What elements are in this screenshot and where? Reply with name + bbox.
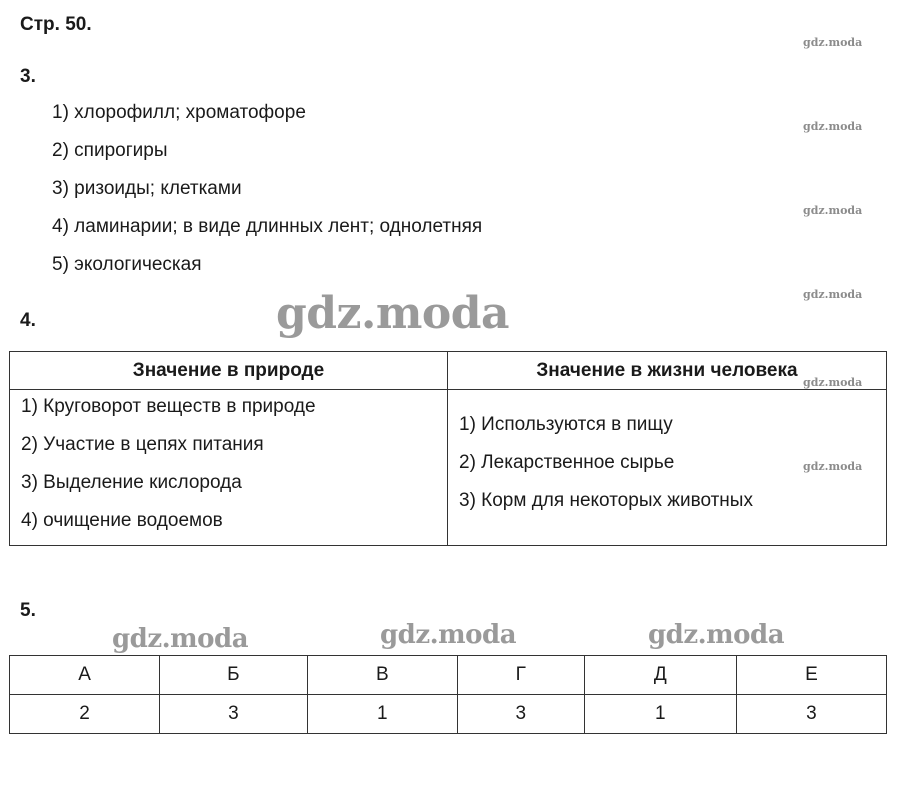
answer-cell: 3: [160, 695, 308, 734]
watermark: gdz.moda: [803, 288, 863, 301]
watermark-large: gdz.moda: [112, 624, 249, 654]
watermark: gdz.moda: [803, 36, 863, 49]
task4-number: 4.: [20, 310, 36, 331]
task3-item: 1) хлорофилл; хроматофоре: [52, 102, 306, 123]
task5-number: 5.: [20, 600, 36, 621]
watermark: gdz.moda: [803, 204, 863, 217]
table-header: Значение в жизни человека: [448, 352, 887, 390]
letter-cell: А: [10, 656, 160, 695]
answer-cell: 3: [736, 695, 886, 734]
watermark-large: gdz.moda: [276, 288, 510, 339]
nature-cell: [10, 390, 448, 546]
answer-cell: 2: [10, 695, 160, 734]
nature-item: 4) очищение водоемов: [21, 510, 223, 531]
task3-item: 4) ламинарии; в виде длинных лент; однолетняя: [52, 216, 483, 237]
page-title: Стр. 50.: [20, 14, 92, 35]
task3-number: 3.: [20, 66, 36, 87]
nature-item: 2) Участие в цепях питания: [21, 434, 264, 455]
letter-cell: Д: [584, 656, 736, 695]
task5-table: [9, 655, 887, 734]
letter-cell: Г: [457, 656, 584, 695]
nature-item: 3) Выделение кислорода: [21, 472, 242, 493]
task3-item: 3) ризоиды; клетками: [52, 178, 242, 199]
letter-cell: Б: [160, 656, 308, 695]
watermark: gdz.moda: [803, 376, 863, 389]
nature-item: 1) Круговорот веществ в природе: [21, 396, 316, 417]
task3-item: 5) экологическая: [52, 254, 202, 275]
answer-cell: 1: [584, 695, 736, 734]
task4-table: [9, 351, 887, 546]
letter-cell: В: [307, 656, 457, 695]
watermark: gdz.moda: [803, 120, 863, 133]
answer-cell: 1: [307, 695, 457, 734]
watermark-large: gdz.moda: [380, 620, 517, 650]
human-cell: [448, 390, 887, 546]
human-item: 1) Используются в пищу: [459, 414, 673, 435]
human-item: 2) Лекарственное сырье: [459, 452, 675, 473]
human-item: 3) Корм для некоторых животных: [459, 490, 753, 511]
watermark: gdz.moda: [803, 460, 863, 473]
table-header: Значение в природе: [10, 352, 448, 390]
watermark-large: gdz.moda: [648, 620, 785, 650]
task3-list: [52, 102, 482, 292]
task3-item: 2) спирогиры: [52, 140, 168, 161]
letter-cell: Е: [736, 656, 886, 695]
answer-cell: 3: [457, 695, 584, 734]
